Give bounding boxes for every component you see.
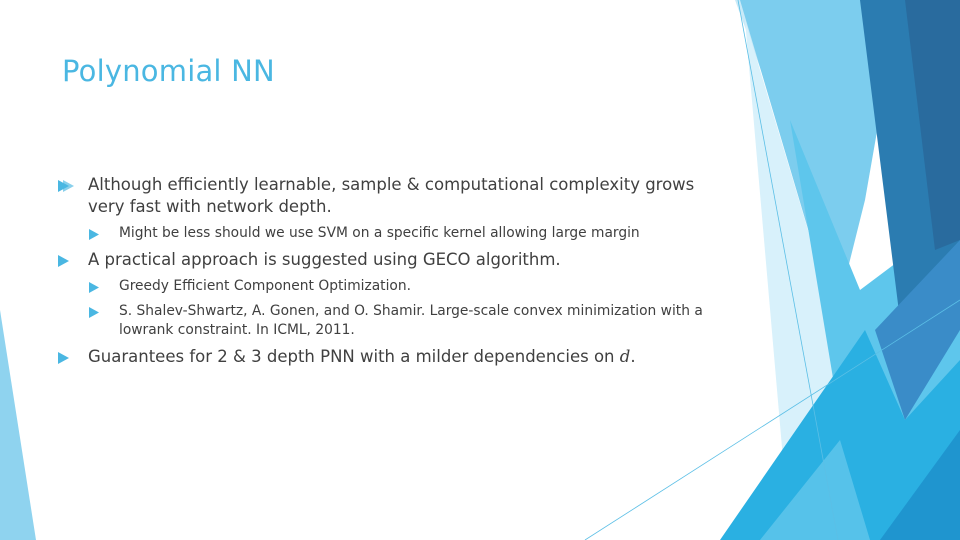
bullet-1-text: Although efficiently learnable, sample & computational complexity grows very fast with network depth. <box>88 175 695 216</box>
right-triangle-icon <box>58 255 69 267</box>
left-edge-shape <box>0 310 36 540</box>
bullet-2-sub-2-text: S. Shalev-Shwartz, A. Gonen, and O. Shamir. Large-scale convex minimization with a lowrank constraint. In ICML, 2011. <box>119 303 703 338</box>
bullet-1 <box>58 174 728 218</box>
bullet-1-sub-1-text: Might be less should we use SVM on a specific kernel allowing large margin <box>119 225 640 241</box>
bullet-3-text: Guarantees for 2 & 3 depth PNN with a milder dependencies on <box>88 347 620 366</box>
slide-title: Polynomial NN <box>62 54 275 88</box>
right-triangle-icon <box>89 282 99 293</box>
bullet-2-sub-1 <box>89 277 728 296</box>
math-variable-d: d <box>619 347 631 366</box>
right-triangle-arrow-icon <box>58 180 75 192</box>
bullet-3-text-end: . <box>630 347 636 366</box>
bullet-2-sub-1-text: Greedy Efficient Component Optimization. <box>119 278 411 294</box>
right-triangle-icon <box>58 352 69 364</box>
bullet-3 <box>58 346 728 368</box>
bullet-1-sub-1 <box>89 224 728 243</box>
bullet-2-text: A practical approach is suggested using GECO algorithm. <box>88 250 561 269</box>
right-triangle-icon <box>89 229 99 240</box>
slide-content <box>58 174 728 374</box>
bullet-2-sub-2 <box>89 302 728 340</box>
bullet-2 <box>58 249 728 271</box>
right-triangle-icon <box>89 307 99 318</box>
